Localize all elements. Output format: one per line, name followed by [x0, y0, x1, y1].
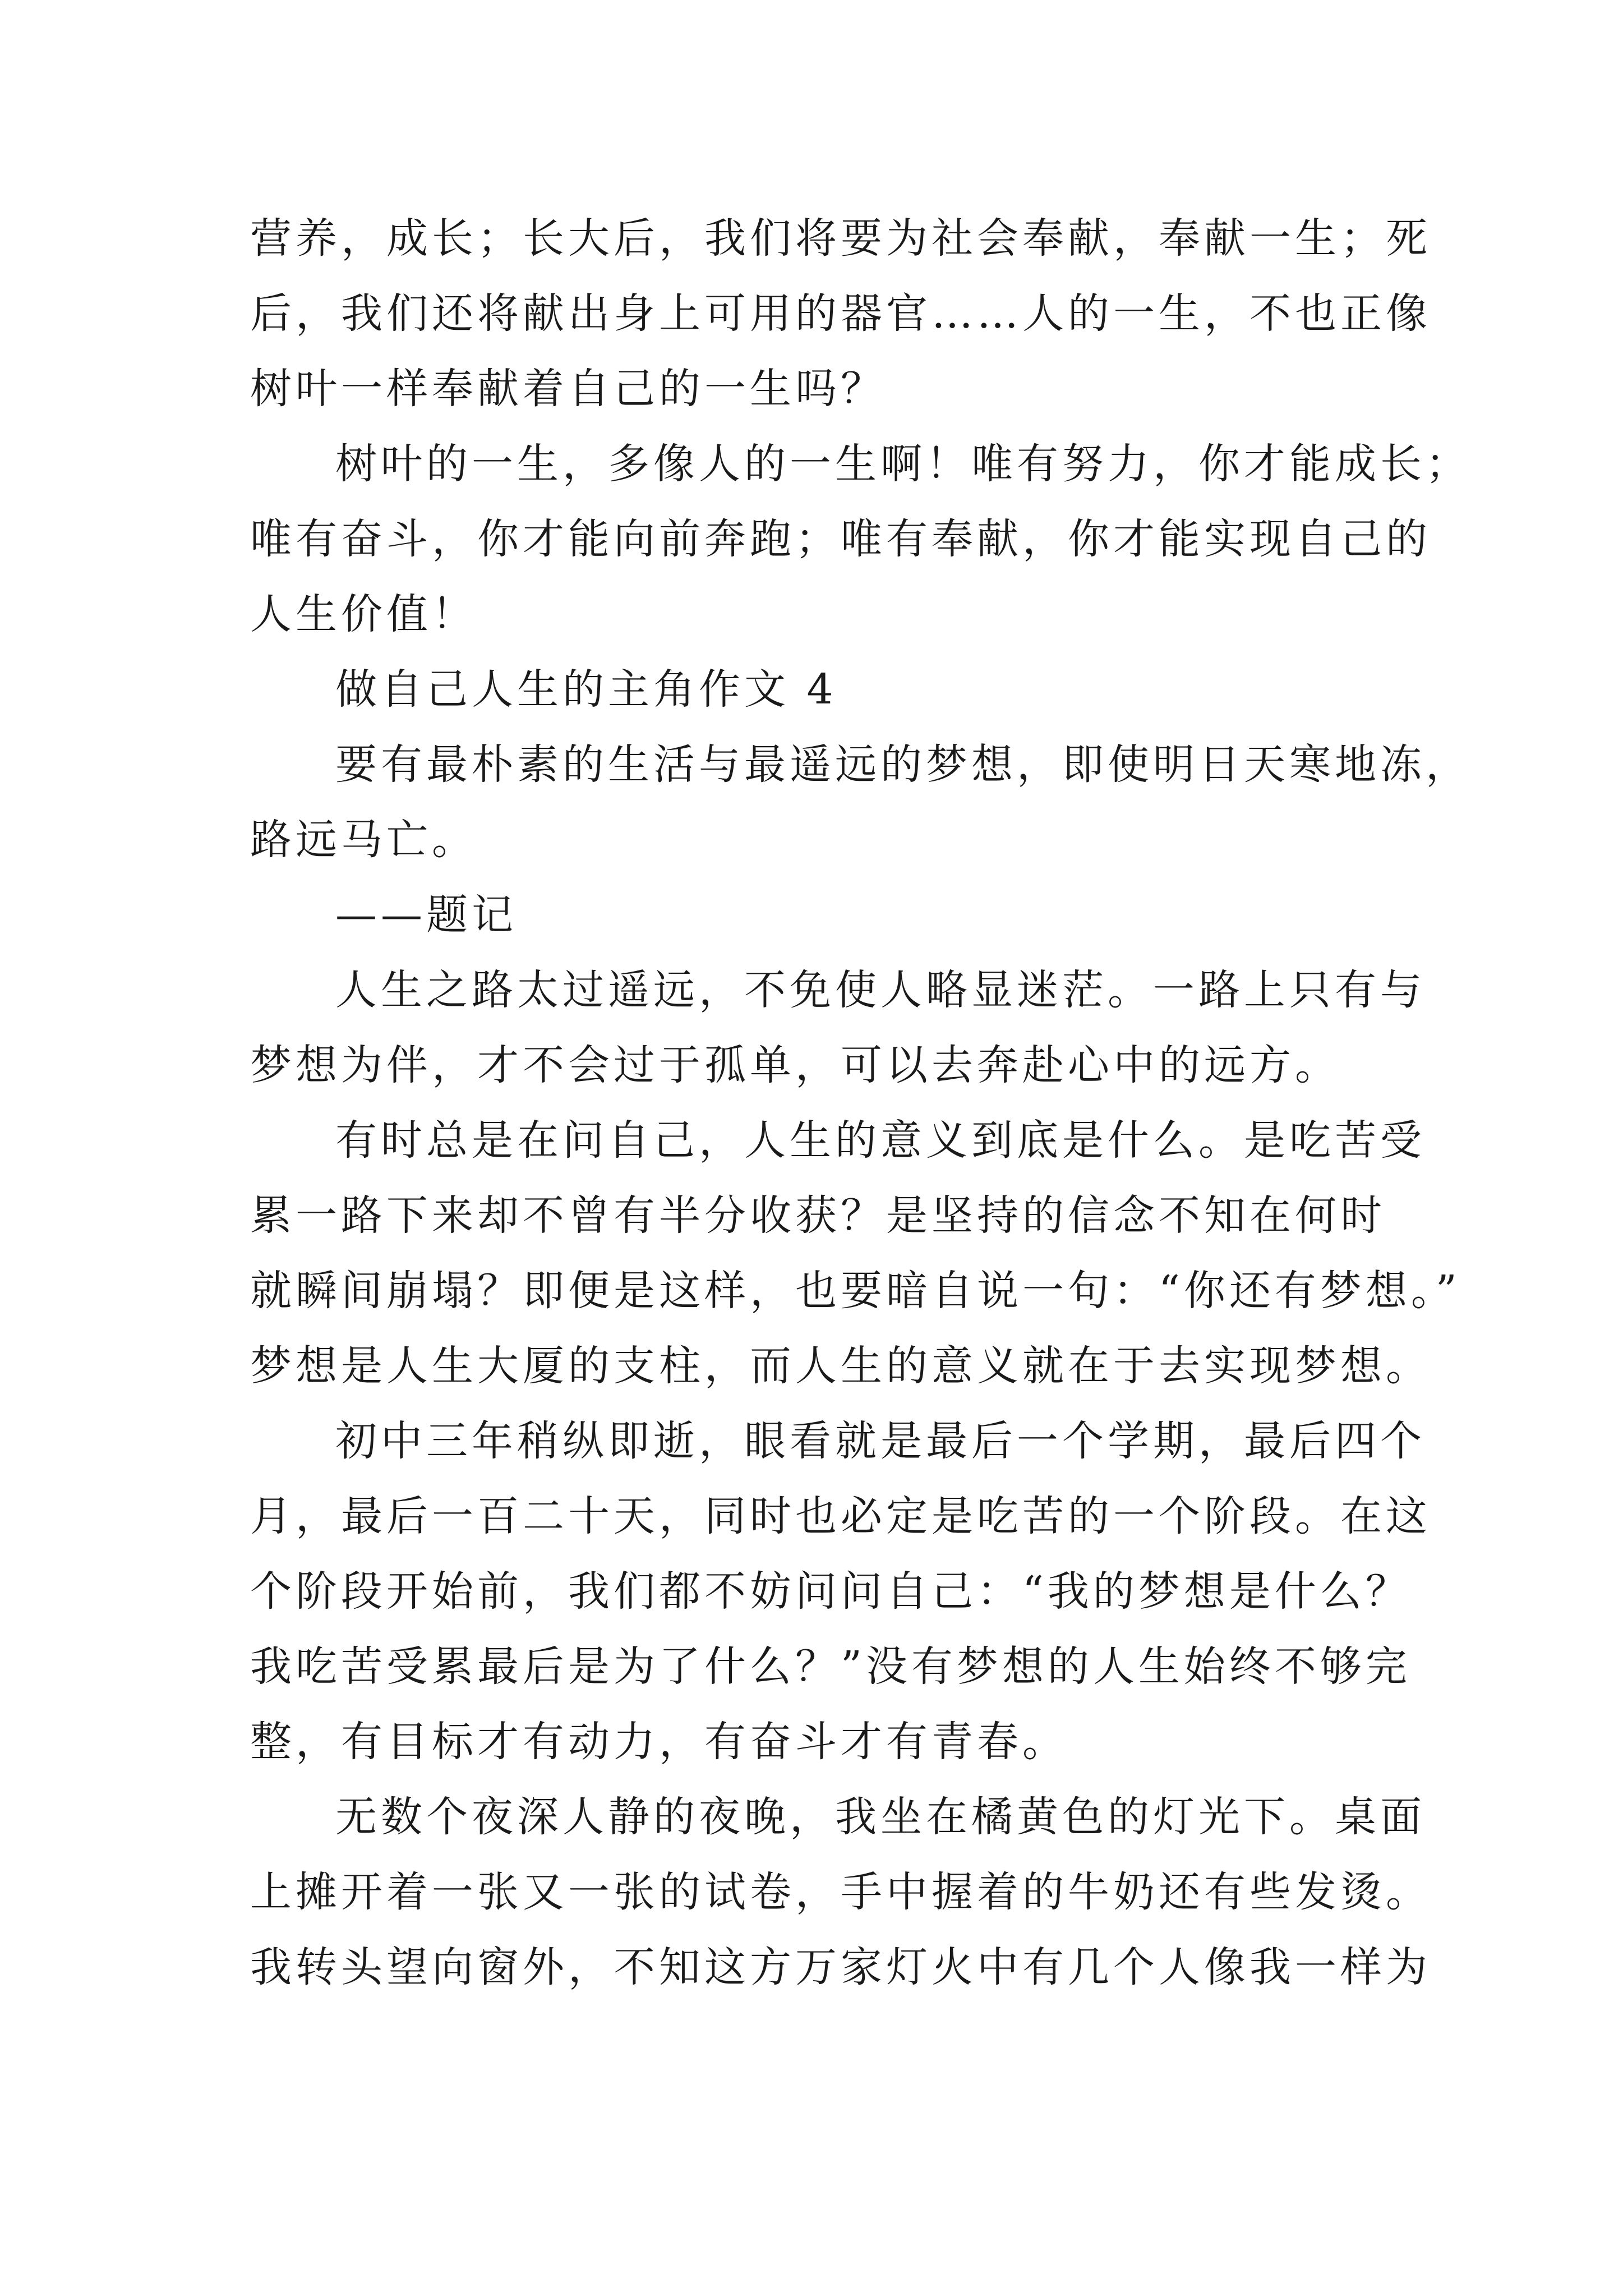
text-line: 有时总是在问自己，人生的意义到底是什么。是吃苦受: [335, 1116, 1426, 1165]
text-line: 唯有奋斗，你才能向前奔跑；唯有奉献，你才能实现自己的: [250, 515, 1431, 563]
text-line: 初中三年稍纵即逝，眼看就是最后一个学期，最后四个: [335, 1417, 1426, 1465]
text-line: 路远马亡。: [250, 816, 477, 864]
text-line: 我吃苦受累最后是为了什么？”没有梦想的人生始终不够完: [250, 1642, 1411, 1691]
text-line: 树叶的一生，多像人的一生啊！唯有努力，你才能成长；: [335, 440, 1471, 488]
text-line: 要有最朴素的生活与最遥远的梦想，即使明日天寒地冻，: [335, 740, 1471, 789]
text-line: 树叶一样奉献着自己的一生吗？: [250, 365, 886, 413]
text-line: 营养，成长；长大后，我们将要为社会奉献，奉献一生；死: [250, 214, 1431, 263]
section-heading: 做自己人生的主角作文 4: [335, 665, 837, 714]
text-line: 人生价值！: [250, 590, 477, 638]
text-line: 累一路下来却不曾有半分收获？是坚持的信念不知在何时: [250, 1191, 1386, 1240]
text-line: 个阶段开始前，我们都不妨问问自己：“我的梦想是什么？: [250, 1567, 1411, 1616]
text-line: 上摊开着一张又一张的试卷，手中握着的牛奶还有些发烫。: [250, 1868, 1431, 1916]
text-line: 就瞬间崩塌？即便是这样，也要暗自说一句：“你还有梦想。”: [250, 1267, 1461, 1315]
text-line: 无数个夜深人静的夜晚，我坐在橘黄色的灯光下。桌面: [335, 1793, 1426, 1841]
text-line: 月，最后一百二十天，同时也必定是吃苦的一个阶段。在这: [250, 1492, 1431, 1540]
text-line: 梦想是人生大厦的支柱，而人生的意义就在于去实现梦想。: [250, 1342, 1431, 1390]
text-line: 梦想为伴，才不会过于孤单，可以去奔赴心中的远方。: [250, 1041, 1340, 1089]
text-line: 整，有目标才有动力，有奋斗才有青春。: [250, 1718, 1068, 1766]
text-line: 人生之路太过遥远，不免使人略显迷茫。一路上只有与: [335, 966, 1426, 1014]
epigraph-attribution: ——题记: [335, 891, 517, 939]
text-line: 我转头望向窗外，不知这方万家灯火中有几个人像我一样为: [250, 1943, 1431, 1991]
text-line: 后，我们还将献出身上可用的器官……人的一生，不也正像: [250, 289, 1431, 338]
